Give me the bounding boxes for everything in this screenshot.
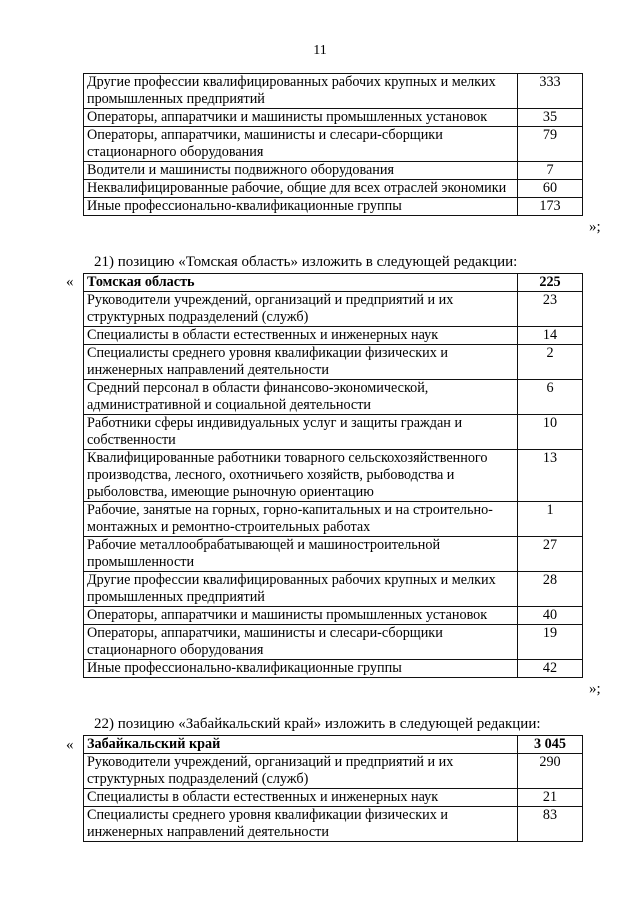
profession-group-label: Водители и машинисты подвижного оборудования bbox=[84, 162, 518, 180]
profession-group-count: 290 bbox=[518, 754, 583, 789]
table-row bbox=[84, 380, 583, 415]
profession-group-count: 7 bbox=[518, 162, 583, 180]
profession-group-count: 21 bbox=[518, 789, 583, 807]
section22-body bbox=[84, 736, 583, 842]
table-row bbox=[84, 607, 583, 625]
profession-group-count: 27 bbox=[518, 537, 583, 572]
table-row bbox=[84, 789, 583, 807]
profession-group-count: 10 bbox=[518, 415, 583, 450]
professions-table-continued bbox=[83, 73, 583, 216]
profession-group-label: Специалисты в области естественных и инженерных наук bbox=[84, 327, 518, 345]
table-row bbox=[84, 502, 583, 537]
section22-intro: 22) позицию «Забайкальский край» изложить в следующей редакции: bbox=[94, 716, 541, 732]
profession-group-label: Средний персонал в области финансово-экономической, административной и социальной деятельности bbox=[84, 380, 518, 415]
table-row bbox=[84, 415, 583, 450]
profession-group-count: 173 bbox=[518, 198, 583, 216]
profession-group-label: Квалифицированные работники товарного сельскохозяйственного производства, лесного, охотничьего хозяйств, рыбоводства и рыболовства, имеющие рыночную ориентацию bbox=[84, 450, 518, 502]
table-row bbox=[84, 537, 583, 572]
profession-group-label: Операторы, аппаратчики, машинисты и слесари-сборщики стационарного оборудования bbox=[84, 127, 518, 162]
page-number: 11 bbox=[313, 43, 327, 58]
profession-group-label: Специалисты среднего уровня квалификации физических и инженерных направлений деятельности bbox=[84, 807, 518, 842]
profession-group-label: Специалисты среднего уровня квалификации физических и инженерных направлений деятельности bbox=[84, 345, 518, 380]
table-row bbox=[84, 660, 583, 678]
table-row bbox=[84, 572, 583, 607]
section21-intro: 21) позицию «Томская область» изложить в следующей редакции: bbox=[94, 254, 518, 270]
profession-group-label: Работники сферы индивидуальных услуг и защиты граждан и собственности bbox=[84, 415, 518, 450]
region-name: Забайкальский край bbox=[84, 736, 518, 754]
table-row bbox=[84, 162, 583, 180]
table-row bbox=[84, 292, 583, 327]
section21-open-quote: « bbox=[66, 274, 74, 290]
profession-group-label: Иные профессионально-квалификационные группы bbox=[84, 660, 518, 678]
zabaikalsky-header-row bbox=[84, 736, 583, 754]
table-row bbox=[84, 74, 583, 109]
profession-group-label: Рабочие, занятые на горных, горно-капитальных и на строительно-монтажных и ремонтно-строительных работах bbox=[84, 502, 518, 537]
table-row bbox=[84, 807, 583, 842]
table-row bbox=[84, 345, 583, 380]
region-total: 3 045 bbox=[518, 736, 583, 754]
profession-group-label: Руководители учреждений, организаций и предприятий и их структурных подразделений (служб) bbox=[84, 292, 518, 327]
section22-open-quote: « bbox=[66, 737, 74, 753]
profession-group-count: 23 bbox=[518, 292, 583, 327]
table-row bbox=[84, 327, 583, 345]
region-name: Томская область bbox=[84, 274, 518, 292]
table1-body bbox=[84, 74, 583, 216]
profession-group-label: Операторы, аппаратчики, машинисты и слесари-сборщики стационарного оборудования bbox=[84, 625, 518, 660]
profession-group-count: 14 bbox=[518, 327, 583, 345]
profession-group-count: 35 bbox=[518, 109, 583, 127]
profession-group-label: Операторы, аппаратчики и машинисты промышленных установок bbox=[84, 109, 518, 127]
profession-group-count: 333 bbox=[518, 74, 583, 109]
profession-group-label: Руководители учреждений, организаций и предприятий и их структурных подразделений (служб) bbox=[84, 754, 518, 789]
tomsk-header-row bbox=[84, 274, 583, 292]
profession-group-count: 1 bbox=[518, 502, 583, 537]
profession-group-count: 83 bbox=[518, 807, 583, 842]
profession-group-label: Операторы, аппаратчики и машинисты промышленных установок bbox=[84, 607, 518, 625]
region-total: 225 bbox=[518, 274, 583, 292]
table-row bbox=[84, 198, 583, 216]
table-row bbox=[84, 109, 583, 127]
section21-body bbox=[84, 274, 583, 678]
profession-group-label: Иные профессионально-квалификационные группы bbox=[84, 198, 518, 216]
profession-group-count: 2 bbox=[518, 345, 583, 380]
table1-close-quote: »; bbox=[589, 219, 601, 235]
profession-group-count: 60 bbox=[518, 180, 583, 198]
table-row bbox=[84, 127, 583, 162]
table-row bbox=[84, 625, 583, 660]
section21-close-quote: »; bbox=[589, 681, 601, 697]
table-row bbox=[84, 180, 583, 198]
profession-group-count: 6 bbox=[518, 380, 583, 415]
profession-group-count: 19 bbox=[518, 625, 583, 660]
tomsk-table bbox=[83, 273, 583, 678]
profession-group-count: 79 bbox=[518, 127, 583, 162]
table-row bbox=[84, 754, 583, 789]
profession-group-count: 42 bbox=[518, 660, 583, 678]
table-row bbox=[84, 450, 583, 502]
profession-group-count: 28 bbox=[518, 572, 583, 607]
profession-group-label: Другие профессии квалифицированных рабочих крупных и мелких промышленных предприятий bbox=[84, 572, 518, 607]
zabaikalsky-table bbox=[83, 735, 583, 842]
profession-group-label: Рабочие металлообрабатывающей и машиностроительной промышленности bbox=[84, 537, 518, 572]
profession-group-count: 13 bbox=[518, 450, 583, 502]
profession-group-label: Неквалифицированные рабочие, общие для всех отраслей экономики bbox=[84, 180, 518, 198]
profession-group-count: 40 bbox=[518, 607, 583, 625]
profession-group-label: Другие профессии квалифицированных рабочих крупных и мелких промышленных предприятий bbox=[84, 74, 518, 109]
profession-group-label: Специалисты в области естественных и инженерных наук bbox=[84, 789, 518, 807]
